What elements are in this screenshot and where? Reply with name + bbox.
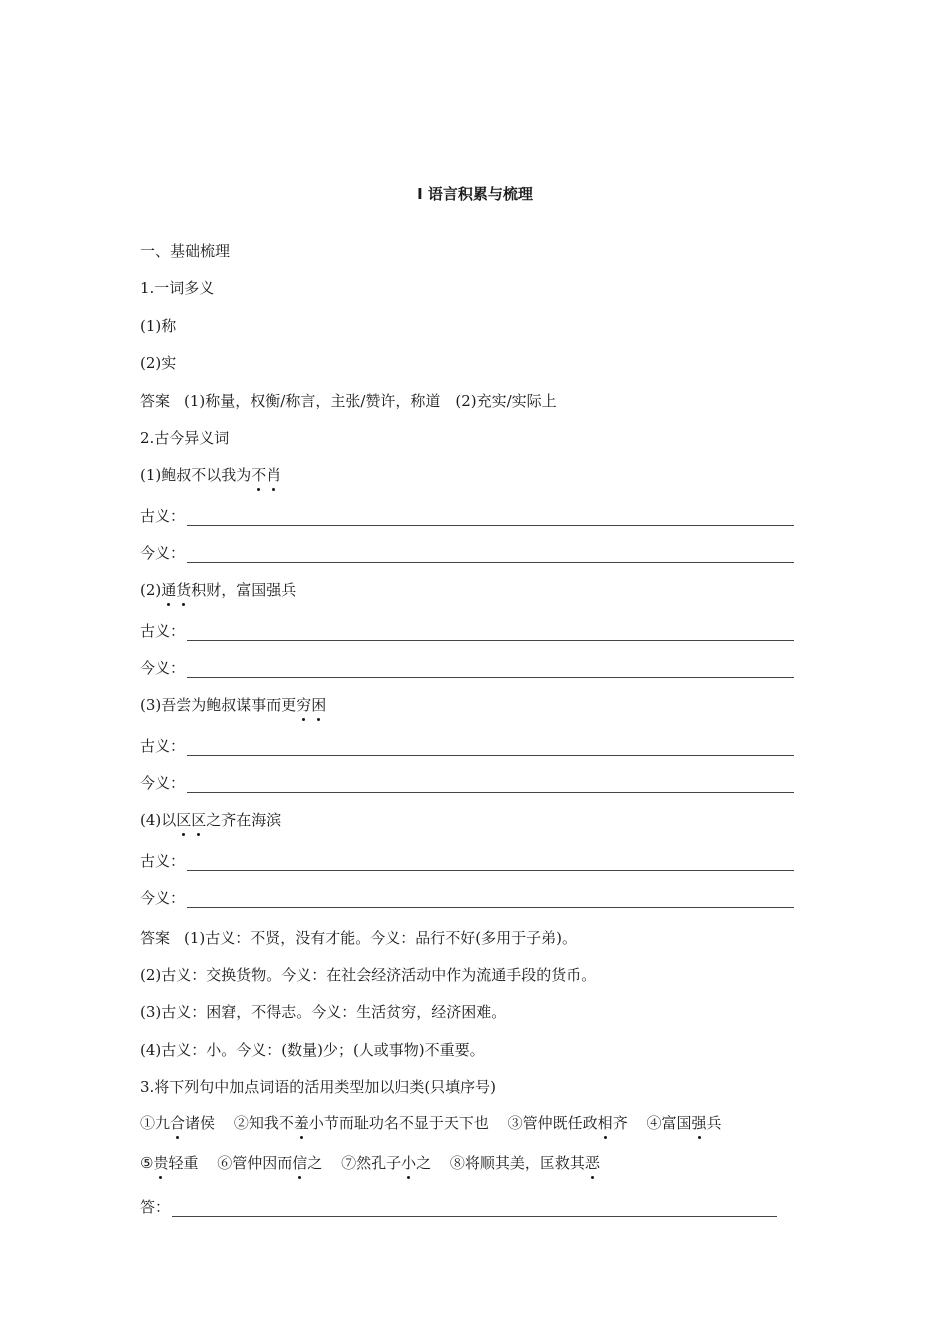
answer-blank[interactable] — [187, 661, 794, 678]
dotted-char: 恶 — [584, 1154, 600, 1172]
dotted-char: 区 — [191, 811, 207, 829]
answer-label: 答： — [140, 1198, 171, 1216]
q3-row-2: ⑤贵轻重 ⑥管仲因而信之 ⑦然孔子小之 ⑧将顺其美，匡救其恶 — [140, 1154, 600, 1172]
q2-item-3-jin-line[interactable] — [140, 773, 794, 793]
q2-item-2-gu-line[interactable] — [140, 621, 794, 641]
q2-item-4: (4)以区区之齐在海滨 — [140, 811, 282, 829]
q2-answer-2: (2)古义：交换货物。今义：在社会经济活动中作为流通手段的货币。 — [140, 966, 597, 984]
q2-item-3: (3)吾尝为鲍叔谋事而更穷困 — [140, 696, 327, 714]
q2-item-1-gu-line[interactable] — [140, 506, 794, 526]
dotted-char: 通 — [161, 581, 177, 599]
q1-item-1: (1)称 — [140, 317, 177, 335]
dotted-char: 困 — [311, 696, 327, 714]
q2-item-1: (1)鲍叔不以我为不肖 — [140, 466, 282, 484]
gu-label: 古义： — [140, 852, 186, 870]
q2-item-2: (2)通货积财，富国强兵 — [140, 581, 297, 599]
q2-item-2-jin-line[interactable] — [140, 658, 794, 678]
answer-blank[interactable] — [187, 624, 794, 641]
jin-label: 今义： — [140, 774, 186, 792]
jin-label: 今义： — [140, 889, 186, 907]
dotted-char: 穷 — [296, 696, 312, 714]
dotted-char: 贵 — [153, 1154, 169, 1172]
answer-blank[interactable] — [187, 546, 794, 563]
q1-answer — [140, 391, 557, 411]
answer-blank[interactable] — [187, 891, 794, 908]
q2-answer-1: 答案 (1)古义：不贤，没有才能。今义：品行不好(多用于子弟)。 — [140, 929, 577, 947]
q1-item-2: (2)实 — [140, 354, 177, 372]
q3-row-1: ①九合诸侯 ②知我不羞小节而耻功名不显于天下也 ③管仲既任政相齐 ④富国强兵 — [140, 1114, 722, 1132]
jin-label: 今义： — [140, 544, 186, 562]
q2-item-3-gu-line[interactable] — [140, 736, 794, 756]
answer-blank[interactable] — [187, 776, 794, 793]
dotted-char: 相 — [597, 1114, 613, 1132]
dotted-char: 小 — [401, 1154, 417, 1172]
dotted-char: 强 — [691, 1114, 707, 1132]
dotted-char: 肖 — [266, 466, 282, 484]
dotted-char: 货 — [176, 581, 192, 599]
dotted-char: 信 — [292, 1154, 308, 1172]
dotted-char: 区 — [176, 811, 192, 829]
dotted-char: 不 — [251, 466, 267, 484]
q2-heading: 2.古今异义词 — [140, 429, 230, 447]
q2-item-4-gu-line[interactable] — [140, 851, 794, 871]
section-heading: 一、基础梳理 — [140, 242, 231, 260]
dotted-char: 羞 — [293, 1114, 309, 1132]
answer-label: 答案 — [140, 392, 171, 410]
q1-heading: 1.一词多义 — [140, 279, 215, 297]
gu-label: 古义： — [140, 622, 186, 640]
q3-heading: 3.将下列句中加点词语的活用类型加以归类(只填序号) — [140, 1078, 497, 1096]
gu-label: 古义： — [140, 507, 186, 525]
answer-blank[interactable] — [172, 1200, 777, 1217]
jin-label: 今义： — [140, 659, 186, 677]
dotted-char: 合 — [170, 1114, 186, 1132]
answer-blank[interactable] — [187, 739, 794, 756]
q2-item-1-jin-line[interactable] — [140, 543, 794, 563]
answer-text: (1)称量，权衡/称言，主张/赞许，称道 (2)充实/实际上 — [184, 392, 557, 410]
gu-label: 古义： — [140, 737, 186, 755]
q2-answer-4: (4)古义：小。今义：(数量)少；(人或事物)不重要。 — [140, 1041, 485, 1059]
answer-blank[interactable] — [187, 509, 794, 526]
answer-label: 答案 — [140, 929, 171, 947]
answer-blank[interactable] — [187, 854, 794, 871]
q3-answer-line[interactable] — [140, 1197, 777, 1217]
q2-answer-3: (3)古义：困窘，不得志。今义：生活贫穷，经济困难。 — [140, 1003, 507, 1021]
q2-item-4-jin-line[interactable] — [140, 888, 794, 908]
page-title: Ⅰ 语言积累与梳理 — [417, 185, 533, 203]
